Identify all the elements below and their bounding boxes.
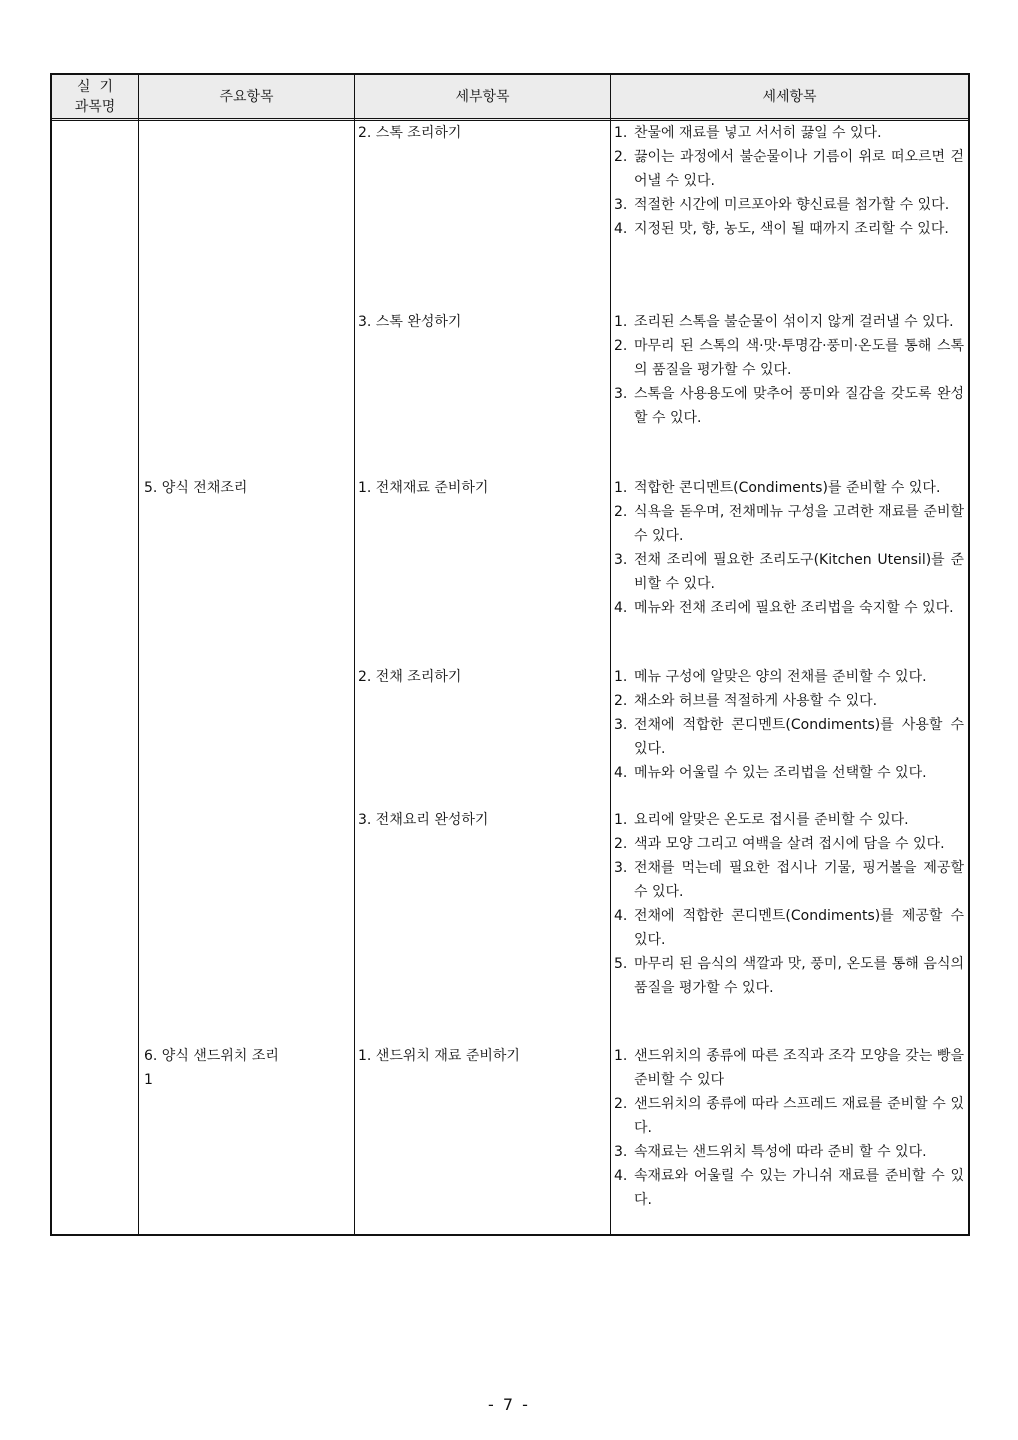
sub-item-appetizer-cook: 2. 전채 조리하기: [358, 669, 462, 685]
list-item: 4. 지정된 맛, 향, 농도, 색이 될 때까지 조리할 수 있다.: [614, 221, 949, 237]
detail-list-stock-cook: [614, 121, 964, 241]
sub-item-stock-cook: 2. 스톡 조리하기: [358, 125, 462, 141]
detail-list-sandwich-prep: [614, 1044, 964, 1212]
list-item: 4. 속재료와 어울릴 수 있는 가니쉬 재료를 준비할 수 있다.: [614, 1168, 964, 1208]
list-item: 2. 끓이는 과정에서 불순물이나 기름이 위로 떠오르면 걷어낼 수 있다.: [614, 149, 964, 189]
column-divider: [354, 75, 355, 1234]
detail-list-appetizer-prep: [614, 476, 964, 620]
list-item: 3. 전채 조리에 필요한 조리도구(Kitchen Utensil)를 준비할 수 있다.: [614, 552, 964, 592]
list-item: 1. 요리에 알맞은 온도로 접시를 준비할 수 있다.: [614, 812, 909, 828]
detail-list-appetizer-finish: [614, 808, 964, 1000]
header-sub-item: 세부항목: [455, 88, 510, 105]
detail-list-stock-finish: [614, 310, 964, 430]
column-divider: [610, 75, 611, 1234]
list-item: 1. 찬물에 재료를 넣고 서서히 끓일 수 있다.: [614, 125, 882, 141]
list-item: 1. 적합한 콘디멘트(Condiments)를 준비할 수 있다.: [614, 480, 941, 496]
main-item-sandwich: 6. 양식 샌드위치 조리: [144, 1048, 279, 1064]
list-item: 3. 전채를 먹는데 필요한 접시나 기물, 핑거볼을 제공할 수 있다.: [614, 860, 964, 900]
detail-list-appetizer-cook: [614, 665, 964, 785]
sub-item-stock-finish: 3. 스톡 완성하기: [358, 314, 462, 330]
header-subject-line2: 과목명: [74, 98, 116, 115]
main-item-appetizer: 5. 양식 전채조리: [144, 480, 248, 496]
header-detail-item: 세세항목: [762, 88, 817, 105]
curriculum-table: [50, 73, 970, 1236]
list-item: 2. 색과 모양 그리고 여백을 살려 접시에 담을 수 있다.: [614, 836, 945, 852]
sub-item-appetizer-prep: 1. 전채재료 준비하기: [358, 480, 489, 496]
header-main-item: 주요항목: [219, 88, 274, 105]
list-item: 4. 메뉴와 어울릴 수 있는 조리법을 선택할 수 있다.: [614, 765, 927, 781]
list-item: 3. 속재료는 샌드위치 특성에 따라 준비 할 수 있다.: [614, 1144, 927, 1160]
list-item: 2. 식욕을 돋우며, 전채메뉴 구성을 고려한 재료를 준비할 수 있다.: [614, 504, 964, 544]
header-subject-line1: 실 기: [77, 78, 113, 95]
list-item: 1. 샌드위치의 종류에 따른 조직과 조각 모양을 갖는 빵을 준비할 수 있다: [614, 1048, 964, 1088]
list-item: 5. 마무리 된 음식의 색깔과 맛, 풍미, 온도를 통해 음식의 품질을 평가할 수 있다.: [614, 956, 964, 996]
list-item: 1. 조리된 스톡을 불순물이 섞이지 않게 걸러낼 수 있다.: [614, 314, 954, 330]
list-item: 3. 적절한 시간에 미르포아와 향신료를 첨가할 수 있다.: [614, 197, 950, 213]
main-item-sandwich-cont: 1: [144, 1072, 153, 1088]
list-item: 3. 전채에 적합한 콘디멘트(Condiments)를 사용할 수 있다.: [614, 717, 964, 757]
sub-item-sandwich-prep: 1. 샌드위치 재료 준비하기: [358, 1048, 520, 1064]
list-item: 3. 스톡을 사용용도에 맞추어 풍미와 질감을 갖도록 완성할 수 있다.: [614, 386, 964, 426]
list-item: 4. 메뉴와 전채 조리에 필요한 조리법을 숙지할 수 있다.: [614, 600, 954, 616]
list-item: 1. 메뉴 구성에 알맞은 양의 전채를 준비할 수 있다.: [614, 669, 927, 685]
column-divider: [138, 75, 139, 1234]
list-item: 2. 마무리 된 스톡의 색·맛·투명감·풍미·온도를 통해 스톡의 품질을 평가할 수 있다.: [614, 338, 964, 378]
list-item: 2. 채소와 허브를 적절하게 사용할 수 있다.: [614, 693, 878, 709]
list-item: 4. 전채에 적합한 콘디멘트(Condiments)를 제공할 수 있다.: [614, 908, 964, 948]
sub-item-appetizer-finish: 3. 전채요리 완성하기: [358, 812, 489, 828]
header-subject-name: [52, 75, 138, 118]
list-item: 2. 샌드위치의 종류에 따라 스프레드 재료를 준비할 수 있다.: [614, 1096, 964, 1136]
page-number: - 7 -: [488, 1395, 530, 1414]
